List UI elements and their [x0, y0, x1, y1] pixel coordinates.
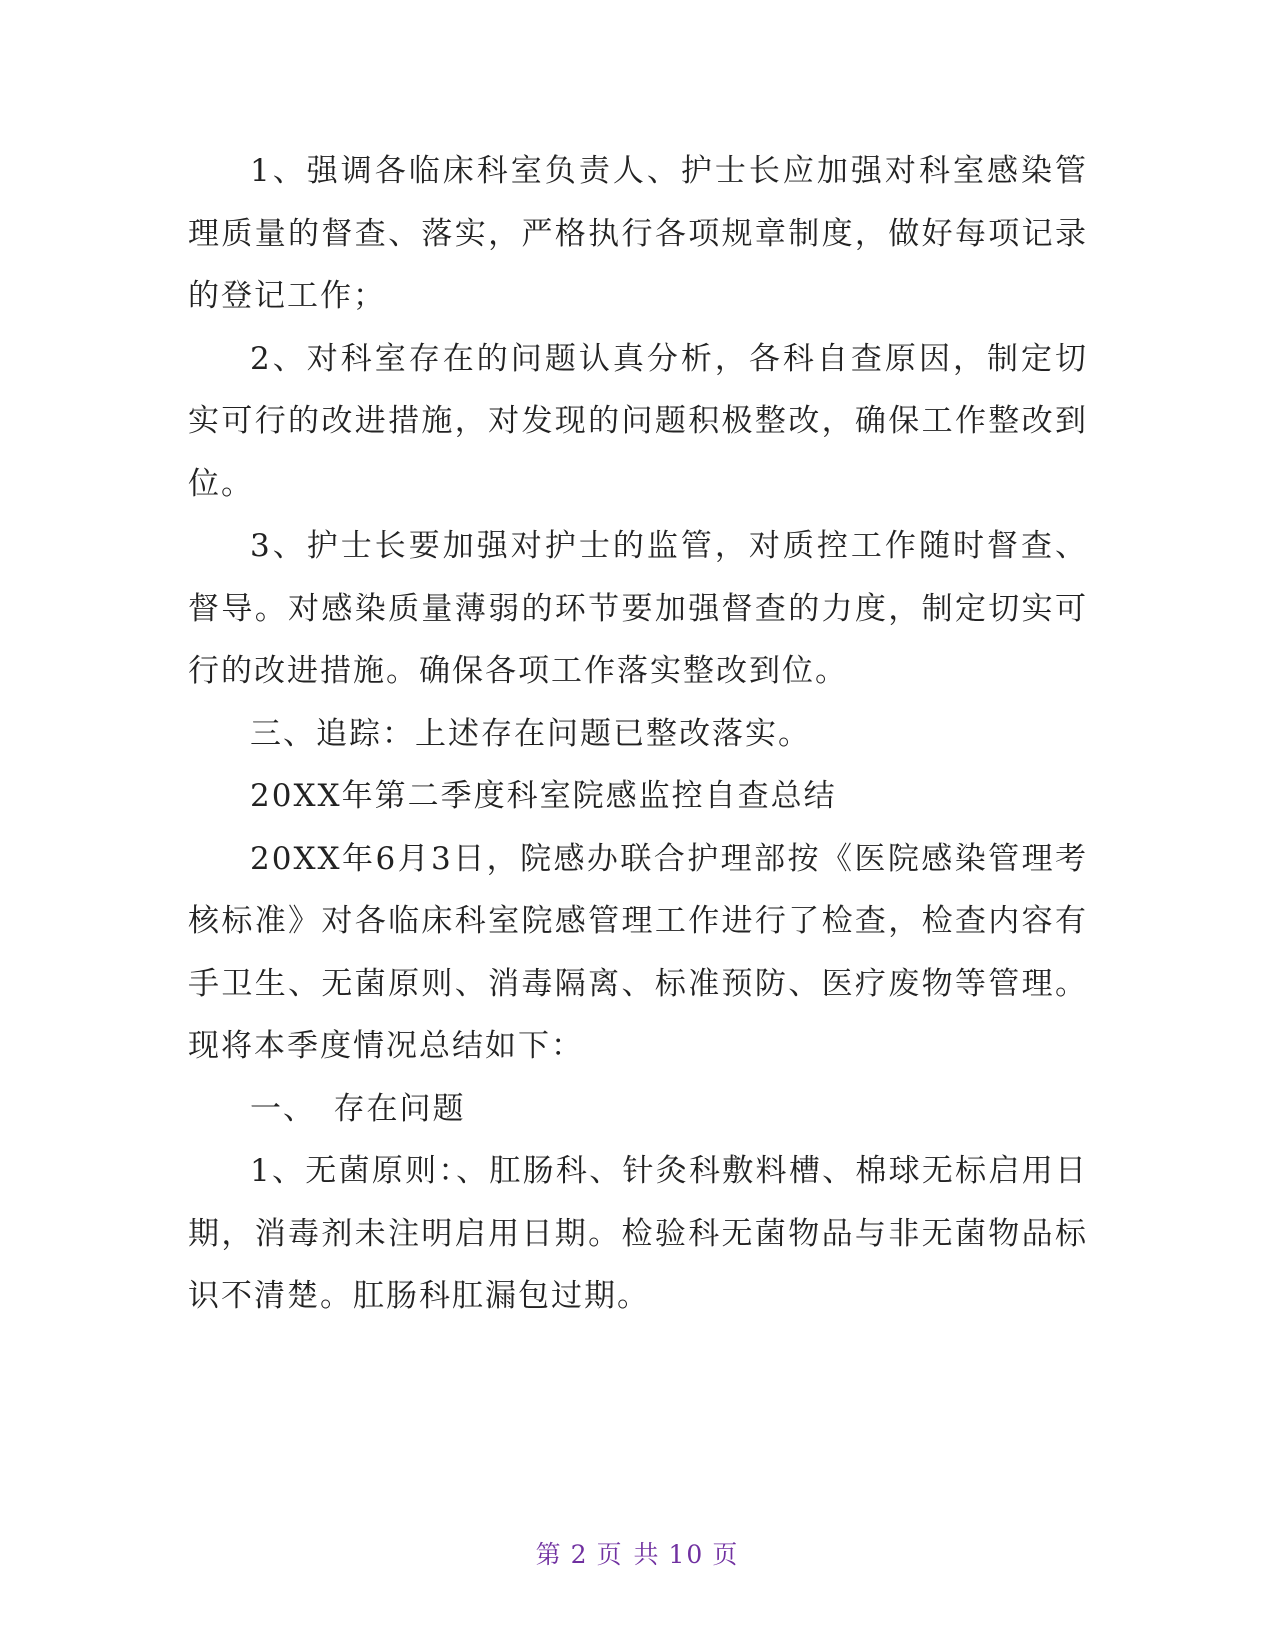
paragraph-measure-1: 1、强调各临床科室负责人、护士长应加强对科室感染管理质量的督查、落实，严格执行各项规章制度，做好每项记录的登记工作； [188, 153, 1088, 314]
paragraph-measure-3: 3、护士长要加强对护士的监管，对质控工作随时督查、督导。对感染质量薄弱的环节要加强督查的力度，制定切实可行的改进措施。确保各项工作落实整改到位。 [188, 528, 1088, 689]
paragraph-measure-2: 2、对科室存在的问题认真分析，各科自查原因，制定切实可行的改进措施，对发现的问题积极整改，确保工作整改到位。 [188, 340, 1088, 502]
footer-middle: 页 共 [596, 1540, 661, 1569]
footer-current-page: 2 [570, 1540, 589, 1569]
footer-prefix: 第 [535, 1540, 563, 1569]
paragraph-intro: 20XX年6月3日，院感办联合护理部按《医院感染管理考核标准》对各临床科室院感管理工作进行了检查，检查内容有手卫生、无菌原则、消毒隔离、标准预防、医疗废物等管理。现将本季度情况总结如下： [188, 840, 1088, 1064]
section-title: 20XX年第二季度科室院感监控自查总结 [250, 778, 837, 814]
footer-total-pages: 10 [668, 1540, 705, 1569]
heading-problems: 一、 存在问题 [250, 1090, 466, 1127]
page-footer [0, 1535, 1275, 1571]
paragraph-aseptic-principle: 1、无菌原则：、肛肠科、针灸科敷料槽、棉球无标启用日期，消毒剂未注明启用日期。检验科无菌物品与非无菌物品标识不清楚。肛肠科肛漏包过期。 [188, 1153, 1088, 1314]
footer-suffix: 页 [712, 1540, 740, 1569]
document-body [188, 140, 1088, 1328]
paragraph-tracking: 三、追踪：上述存在问题已整改落实。 [250, 715, 811, 752]
